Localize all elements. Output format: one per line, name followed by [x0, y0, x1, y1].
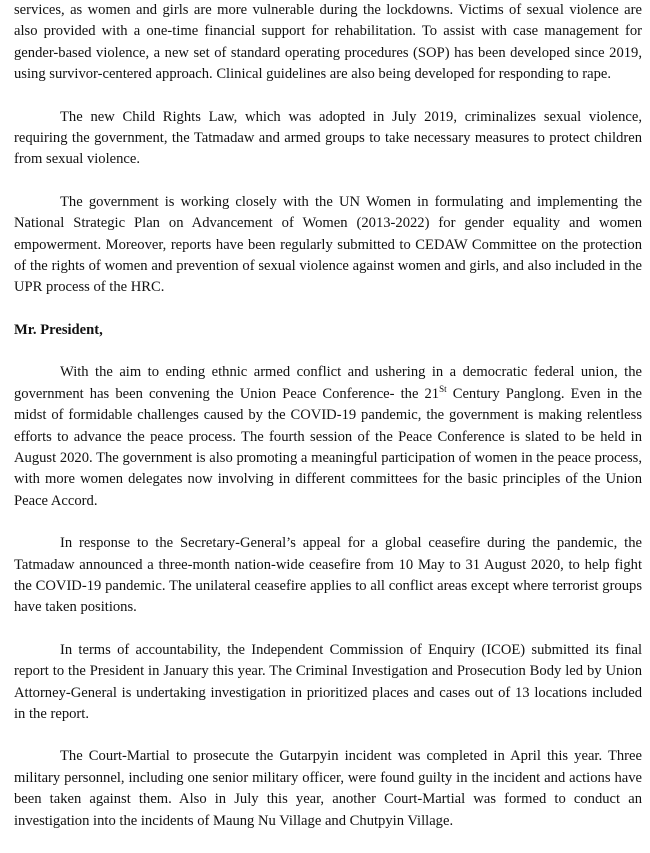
peace-text-start: With the aim to ending ethnic armed conflict and ushering in a democratic federal union, the government has been convening the Union Peace Conference- the 21 [14, 364, 642, 402]
paragraph-accountability: In terms of accountability, the Independent Commission of Enquiry (ICOE) submitted its final report to the President in January this year. The Criminal Investigation and Prosecution Body led by Union Attorney-General is undertaking investigation in prioritized places and cases out of 13 locations included in the report. [14, 641, 642, 722]
ordinal-superscript: St [439, 383, 447, 394]
peace-text-end: Century Panglong. Even in the midst of formidable challenges caused by the COVID-19 pandemic, the government is making relentless efforts to advance the peace process. The fourth session of the Peace Conference is slated to be held in August 2020. The government is also promoting a meaningful participation of women in the peace process, with more women delegates now involving in different committees for the basic principles of the Union Peace Accord. [14, 385, 642, 509]
paragraph-un-women: The government is working closely with the UN Women in formulating and implementing the National Strategic Plan on Advancement of Women (2013-2022) for gender equality and women empowerment. Moreover, reports have been regularly submitted to CEDAW Committee on the protection of the rights of women and prevention of sexual violence against women and girls, and also included in the UPR process of the HRC. [14, 193, 642, 296]
document-page [14, 0, 642, 853]
paragraph-ceasefire: In response to the Secretary-General’s appeal for a global ceasefire during the pandemic, the Tatmadaw announced a three-month nation-wide ceasefire from 10 May to 31 August 2020, to help fight the COVID-19 pandemic. The unilateral ceasefire applies to all conflict areas except where terrorist groups have taken positions. [14, 535, 642, 616]
paragraph-victim-support: services, as women and girls are more vulnerable during the lockdowns. Victims of sexual violence are also provided with a one-time financial support for rehabilitation. To assist with case management for gender-based violence, a new set of standard operating procedures (SOP) has been developed since 2019, using survivor-centered approach. Clinical guidelines are also being developed for responding to rape. [14, 2, 642, 83]
paragraph-child-rights-law: The new Child Rights Law, which was adopted in July 2019, criminalizes sexual violence, requiring the government, the Tatmadaw and armed groups to take necessary measures to protect children from sexual violence. [14, 108, 642, 168]
paragraph-court-martial: The Court-Martial to prosecute the Gutarpyin incident was completed in April this year. Three military personnel, including one senior military officer, were found guilty in the incident and actions have been taken against them. Also in July this year, another Court-Martial was formed to conduct an investigation into the incidents of Maung Nu Village and Chutpyin Village. [14, 748, 642, 829]
paragraph-peace-conference [14, 362, 642, 512]
salutation-heading: Mr. President, [14, 321, 103, 338]
